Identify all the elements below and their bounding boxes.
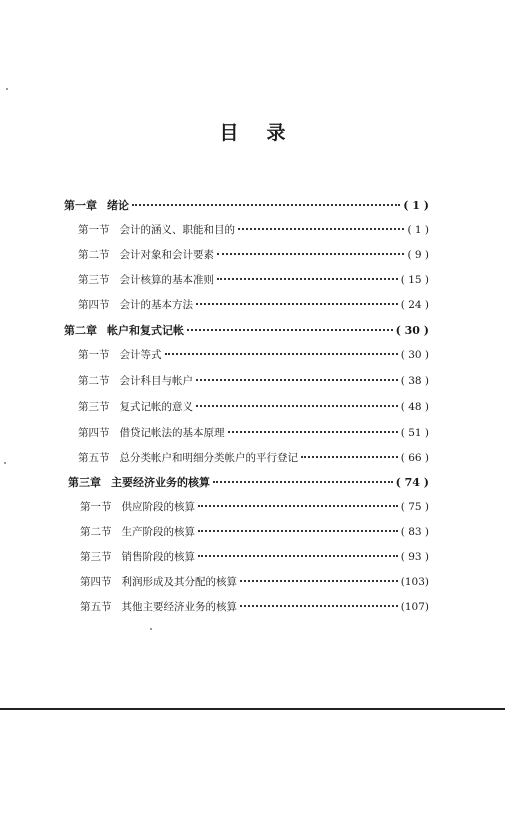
toc-entry-page: ( 93 ) <box>400 551 429 563</box>
toc-entry-section[interactable] <box>78 247 429 265</box>
toc-entry-number: 第四节 <box>80 576 112 588</box>
page-bottom-rule <box>0 708 505 710</box>
toc-entry-page: ( 9 ) <box>407 249 429 261</box>
leader-dots <box>132 204 400 206</box>
toc-entry-title: 其他主要经济业务的核算 <box>121 601 237 613</box>
toc-entry-chapter-2[interactable] <box>64 322 429 340</box>
title-char-1: 目 <box>219 122 239 144</box>
toc-entry-page: ( 15 ) <box>400 274 429 286</box>
toc-entry-page: ( 66 ) <box>400 452 429 464</box>
leader-dots <box>213 481 393 483</box>
toc-entry-section[interactable] <box>80 549 429 567</box>
toc-entry-section[interactable] <box>78 425 429 443</box>
toc-entry-number: 第三章 <box>68 476 101 489</box>
leader-dots <box>238 228 404 230</box>
toc-entry-page: ( 48 ) <box>400 401 429 413</box>
toc-entry-section[interactable] <box>80 574 429 592</box>
toc-entry-number: 第四节 <box>78 427 110 439</box>
toc-entry-title: 销售阶段的核算 <box>121 551 195 563</box>
toc-entry-page: (103) <box>400 576 429 588</box>
toc-entry-number: 第二节 <box>78 375 110 387</box>
leader-dots <box>240 605 398 607</box>
leader-dots <box>198 505 398 507</box>
toc-entry-number: 第五节 <box>78 452 110 464</box>
toc-entry-section[interactable] <box>78 297 429 315</box>
scan-speck <box>4 462 6 464</box>
toc-entry-section[interactable] <box>78 373 429 391</box>
leader-dots <box>301 456 398 458</box>
toc-entry-title: 会计核算的基本准则 <box>119 274 214 286</box>
toc-entry-number: 第二章 <box>64 324 97 337</box>
toc-entry-title: 会计等式 <box>119 349 162 361</box>
scan-speck <box>150 628 152 630</box>
toc-entry-section[interactable] <box>80 499 429 517</box>
toc-entry-number: 第一节 <box>80 501 112 513</box>
leader-dots <box>198 555 398 557</box>
toc-entry-title: 会计的基本方法 <box>119 299 193 311</box>
toc-entry-number: 第二节 <box>80 526 112 538</box>
toc-entry-section[interactable] <box>78 347 429 365</box>
toc-entry-number: 第三节 <box>80 551 112 563</box>
leader-dots <box>165 353 398 355</box>
toc-entry-page: ( 1 ) <box>407 224 429 236</box>
toc-entry-page: ( 24 ) <box>400 299 429 311</box>
leader-dots <box>240 580 398 582</box>
toc-entry-chapter-3[interactable] <box>68 474 429 492</box>
toc-entry-title: 主要经济业务的核算 <box>111 476 210 489</box>
toc-entry-number: 第五节 <box>80 601 112 613</box>
toc-entry-title: 复式记帐的意义 <box>119 401 193 413</box>
toc-entry-title: 总分类帐户和明细分类帐户的平行登记 <box>119 452 298 464</box>
leader-dots <box>217 278 398 280</box>
toc-entry-page: ( 38 ) <box>400 375 429 387</box>
toc-entry-title: 供应阶段的核算 <box>121 501 195 513</box>
toc-entry-page: ( 75 ) <box>400 501 429 513</box>
toc-entry-page: ( 1 ) <box>403 199 429 212</box>
toc-entry-section[interactable] <box>78 399 429 417</box>
leader-dots <box>187 329 393 331</box>
toc-entry-title: 会计科目与帐户 <box>119 375 193 387</box>
toc-entry-number: 第一章 <box>64 199 97 212</box>
scan-speck <box>6 88 8 90</box>
toc-entry-title: 会计对象和会计要素 <box>119 249 214 261</box>
leader-dots <box>198 530 398 532</box>
toc-entry-page: ( 83 ) <box>400 526 429 538</box>
toc-entry-section[interactable] <box>78 222 429 240</box>
toc-entry-section[interactable] <box>78 450 429 468</box>
toc-entry-section[interactable] <box>78 272 429 290</box>
toc-entry-title: 利润形成及其分配的核算 <box>121 576 237 588</box>
leader-dots <box>217 253 404 255</box>
leader-dots <box>196 379 398 381</box>
toc-entry-section[interactable] <box>80 524 429 542</box>
toc-entry-title: 借贷记帐法的基本原理 <box>119 427 225 439</box>
toc-entry-title: 帐户和复式记帐 <box>107 324 184 337</box>
toc-entry-title: 会计的涵义、职能和目的 <box>119 224 235 236</box>
toc-entry-page: ( 30 ) <box>400 349 429 361</box>
toc-entry-title: 生产阶段的核算 <box>121 526 195 538</box>
toc-entry-number: 第三节 <box>78 274 110 286</box>
toc-entry-page: ( 74 ) <box>395 476 429 489</box>
leader-dots <box>228 431 398 433</box>
toc-entry-page: ( 30 ) <box>395 324 429 337</box>
title-char-2: 录 <box>266 122 286 144</box>
toc-entry-number: 第一节 <box>78 349 110 361</box>
toc-entry-number: 第一节 <box>78 224 110 236</box>
toc-entry-chapter-1[interactable] <box>64 197 429 215</box>
toc-entry-section[interactable] <box>80 599 429 617</box>
toc-entry-number: 第四节 <box>78 299 110 311</box>
toc-entry-title: 绪论 <box>107 199 129 212</box>
toc-entry-number: 第三节 <box>78 401 110 413</box>
toc-entry-page: (107) <box>400 601 429 613</box>
leader-dots <box>196 405 398 407</box>
toc-entry-number: 第二节 <box>78 249 110 261</box>
leader-dots <box>196 303 398 305</box>
page-title <box>0 118 505 145</box>
toc-entry-page: ( 51 ) <box>400 427 429 439</box>
